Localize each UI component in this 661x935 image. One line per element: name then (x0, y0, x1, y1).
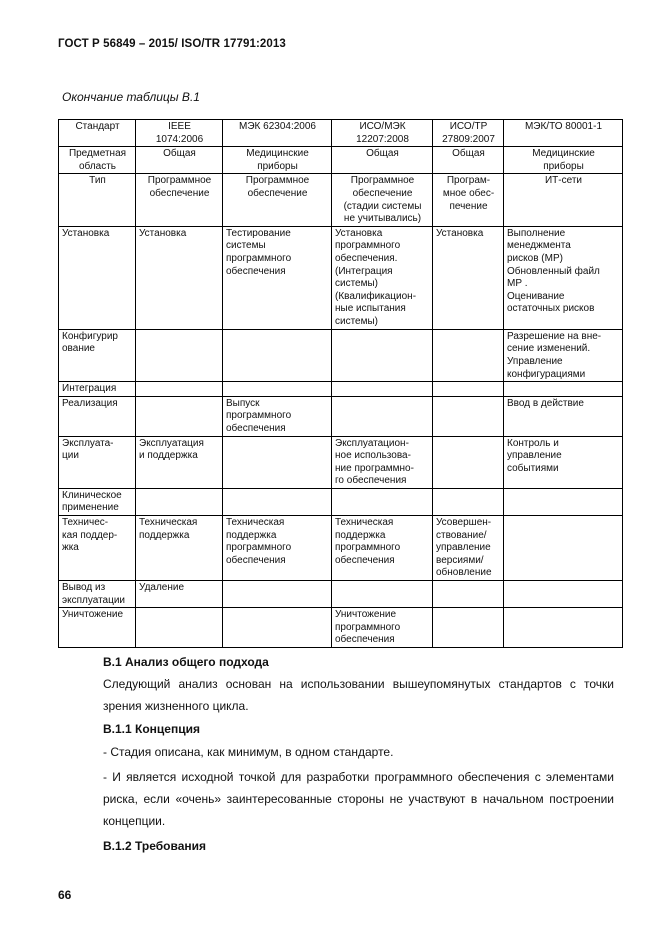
table-cell (433, 581, 504, 608)
table-cell: Уничтожение программного обеспечения (332, 608, 433, 648)
header-cell: ИСО/МЭК 12207:2008 (332, 120, 433, 147)
table-cell (136, 396, 223, 436)
table-row (59, 329, 623, 381)
table-cell: Уничтожение (59, 608, 136, 648)
table-cell (136, 329, 223, 381)
table-cell (223, 382, 332, 397)
table-cell: Интеграция (59, 382, 136, 397)
table-cell (504, 382, 623, 397)
table-cell: Эксплуатация и поддержка (136, 436, 223, 488)
table-cell (504, 581, 623, 608)
table-cell (332, 329, 433, 381)
table-cell (332, 581, 433, 608)
header-cell: МЭК 62304:2006 (223, 120, 332, 147)
table-cell (433, 436, 504, 488)
table-cell: Программное обеспечение (стадии системы не учитывались) (332, 174, 433, 226)
table-cell (223, 436, 332, 488)
table-caption: Окончание таблицы B.1 (62, 90, 200, 104)
table-cell (504, 516, 623, 581)
table-cell: Эксплуатацион- ное использова- ние программно- го обеспечения (332, 436, 433, 488)
table-cell (332, 382, 433, 397)
table-row (59, 396, 623, 436)
table-cell: Эксплуата- ции (59, 436, 136, 488)
table-cell: Общая (332, 147, 433, 174)
table-cell (504, 488, 623, 515)
table-cell: Клиническое применение (59, 488, 136, 515)
table-cell (223, 608, 332, 648)
table-cell: Разрешение на вне- сение изменений. Управление конфигурациями (504, 329, 623, 381)
table-cell: Предметная область (59, 147, 136, 174)
table-cell: Медицинские приборы (504, 147, 623, 174)
section-heading-b1: B.1 Анализ общего подхода (103, 655, 269, 669)
table-cell: Техническая поддержка программного обеспечения (223, 516, 332, 581)
table-cell: Установка (59, 226, 136, 329)
header-cell: Стандарт (59, 120, 136, 147)
table-cell: Выполнение менеджмента рисков (МР) Обновленный файл МР . Оценивание остаточных рисков (504, 226, 623, 329)
table-cell: Техническая поддержка (136, 516, 223, 581)
table-cell (223, 488, 332, 515)
table-cell (332, 488, 433, 515)
table-cell: Тестирование системы программного обеспечения (223, 226, 332, 329)
section-heading-b11: B.1.1 Концепция (103, 722, 200, 736)
header-cell: IEEE 1074:2006 (136, 120, 223, 147)
table-cell: Установка программного обеспечения. (Интеграция системы) (Квалификацион- ные испытания системы) (332, 226, 433, 329)
header-cell: ИСО/ТР 27809:2007 (433, 120, 504, 147)
table-cell: Программное обеспечение (136, 174, 223, 226)
paragraph-b1-text: Следующий анализ основан на использовании вышеупомянутых стандартов с точки зрения жизненного цикла. (103, 677, 614, 713)
table-cell: Техническая поддержка программного обеспечения (332, 516, 433, 581)
table-header-row (59, 120, 623, 147)
section-heading-b12: B.1.2 Требования (103, 839, 206, 853)
table-cell: Ввод в действие (504, 396, 623, 436)
table-cell: Удаление (136, 581, 223, 608)
table-cell: Конфигурир ование (59, 329, 136, 381)
bullet-text: - Стадия описана, как минимум, в одном стандарте. (103, 745, 394, 759)
page-number: 66 (58, 888, 72, 902)
table-cell (223, 581, 332, 608)
table-row (59, 226, 623, 329)
table-cell (136, 382, 223, 397)
table-row (59, 147, 623, 174)
table-cell (332, 396, 433, 436)
table-cell: Общая (433, 147, 504, 174)
header-cell: МЭК/ТО 80001-1 (504, 120, 623, 147)
table-cell (433, 382, 504, 397)
table-cell: Реализация (59, 396, 136, 436)
bullet-stage-described (58, 741, 614, 763)
table-row (59, 436, 623, 488)
standards-table (58, 119, 623, 648)
table-cell: Программное обеспечение (223, 174, 332, 226)
table-cell: Установка (433, 226, 504, 329)
table-cell (433, 329, 504, 381)
table-cell (504, 608, 623, 648)
table-row (59, 608, 623, 648)
table-row (59, 174, 623, 226)
table-cell (433, 608, 504, 648)
table-cell: Контроль и управление событиями (504, 436, 623, 488)
table-cell: Техничес- кая поддер- жка (59, 516, 136, 581)
table-cell: Медицинские приборы (223, 147, 332, 174)
table-cell: Общая (136, 147, 223, 174)
table-cell: Програм- мное обес- печение (433, 174, 504, 226)
table-row (59, 382, 623, 397)
table-cell: Выпуск программного обеспечения (223, 396, 332, 436)
table-cell: Усовершен- ствование/ управление версиями/ обновление (433, 516, 504, 581)
document-header: ГОСТ Р 56849 – 2015/ ISO/TR 17791:2013 (58, 38, 286, 50)
table-cell (136, 608, 223, 648)
table-cell: Тип (59, 174, 136, 226)
paragraph-b1 (58, 673, 614, 717)
bullet-starting-point (58, 766, 614, 832)
table-row (59, 516, 623, 581)
table-cell (433, 396, 504, 436)
table-cell (136, 488, 223, 515)
table-cell: Установка (136, 226, 223, 329)
table-cell (433, 488, 504, 515)
bullet-text: - И является исходной точкой для разработки программного обеспечения с элементами риска, если «очень» заинтересованные стороны не участвуют в начальном построении концепции. (103, 770, 614, 828)
table-cell: ИТ-сети (504, 174, 623, 226)
table-row (59, 488, 623, 515)
table-row (59, 581, 623, 608)
table-cell (223, 329, 332, 381)
table-cell: Вывод из эксплуатации (59, 581, 136, 608)
